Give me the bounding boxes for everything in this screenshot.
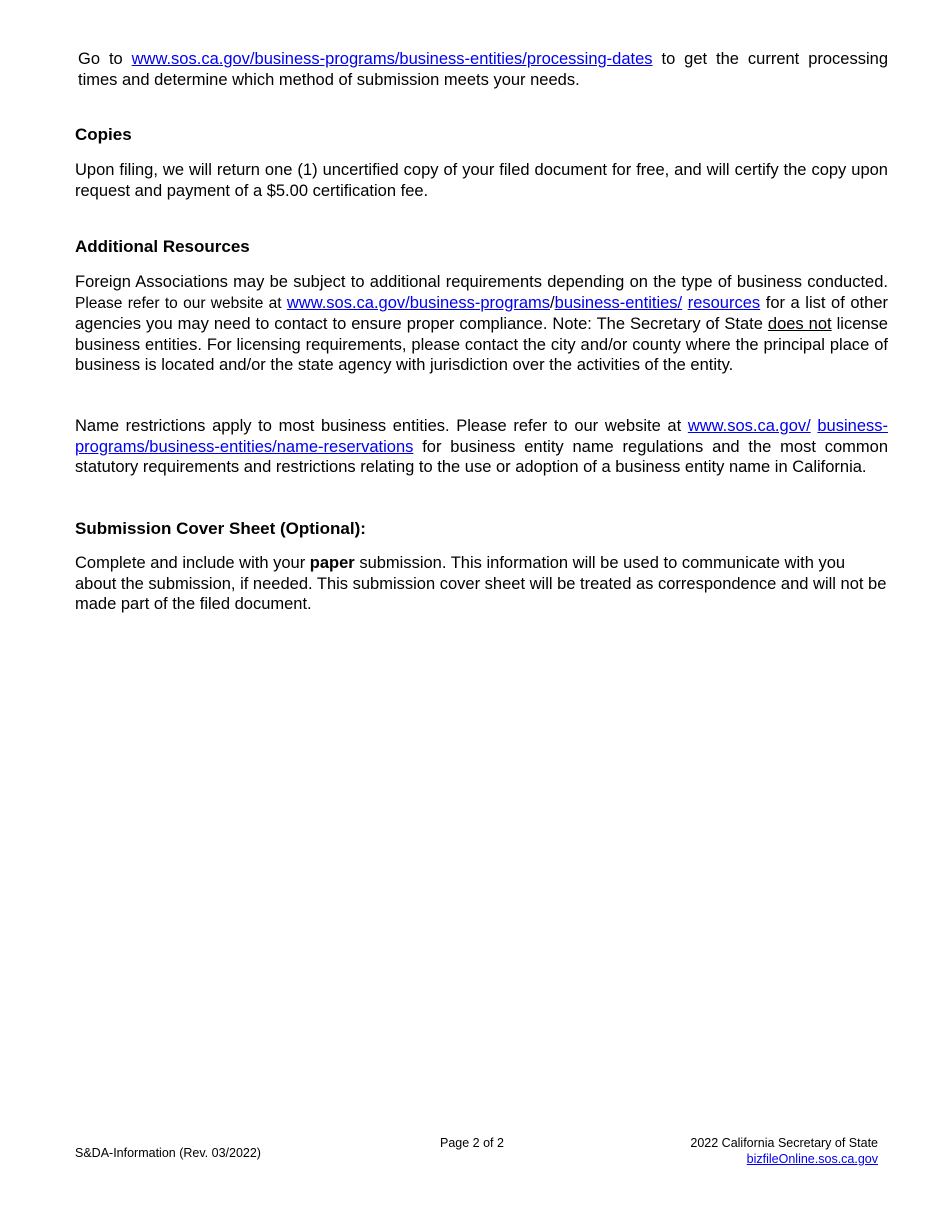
resources-text-3: for a list of other agencies you may need to contact to ensure proper compliance. Note: The Secretary of State bbox=[75, 293, 888, 334]
bizfile-link[interactable]: bizfileOnline.sos.ca.gov bbox=[746, 1152, 878, 1166]
intro-text-before: Go to bbox=[78, 50, 132, 68]
cover-text-1: Complete and include with your bbox=[75, 554, 310, 572]
name-reservations-link[interactable]: business-programs/business-entities/name-reservations bbox=[75, 417, 888, 456]
resources-text-1: Foreign Associations may be subject to additional requirements depending on the type of business conducted. bbox=[75, 273, 888, 291]
resources-link[interactable]: resources bbox=[687, 293, 761, 312]
copies-paragraph: Upon filing, we will return one (1) uncertified copy of your filed document for free, and will certify the copy upon request and payment of a $5.00 certification fee. bbox=[75, 161, 888, 200]
intro-paragraph bbox=[78, 49, 888, 90]
name-restrictions-paragraph bbox=[75, 416, 888, 478]
page-number: Page 2 of 2 bbox=[440, 1136, 504, 1150]
copyright-text: 2022 California Secretary of State bbox=[690, 1136, 878, 1150]
does-not-underlined: does not bbox=[767, 315, 832, 334]
additional-resources-paragraph bbox=[75, 272, 888, 376]
business-programs-link[interactable]: www.sos.ca.gov/business-programs bbox=[286, 293, 551, 312]
cover-sheet-heading: Submission Cover Sheet (Optional): bbox=[75, 519, 366, 538]
paper-bold: paper bbox=[309, 554, 355, 572]
business-entities-link[interactable]: business-entities/ bbox=[554, 293, 683, 312]
sos-site-link[interactable]: www.sos.ca.gov/ bbox=[687, 417, 811, 435]
resources-text-4: license business entities. For licensing requirements, please contact the city and/or county where the principal place of business is located and/or the state agency with jurisdiction over the activities of the entity. bbox=[75, 315, 888, 375]
resources-slash: / bbox=[550, 293, 555, 312]
resources-text-2: Please refer to our website at bbox=[75, 294, 287, 312]
processing-dates-link[interactable]: www.sos.ca.gov/business-programs/business-entities/processing-dates bbox=[131, 50, 653, 68]
form-id: S&DA-Information (Rev. 03/2022) bbox=[75, 1146, 261, 1160]
additional-resources-heading: Additional Resources bbox=[75, 237, 250, 256]
name-text-1: Name restrictions apply to most business entities. Please refer to our website at bbox=[75, 417, 688, 435]
copies-heading: Copies bbox=[75, 125, 132, 144]
cover-sheet-paragraph bbox=[75, 553, 888, 615]
intro-text-after: to get the current processing times and determine which method of submission meets your needs. bbox=[78, 50, 888, 89]
name-text-2: for business entity name regulations and the most common statutory requirements and restrictions relating to the use or adoption of a business entity name in California. bbox=[75, 437, 888, 477]
cover-text-2: submission. This information will be used to communicate with you about the submission, if needed. This submission cover sheet will be treated as correspondence and will not be made part of the filed document. bbox=[75, 554, 887, 614]
footer-right bbox=[690, 1135, 878, 1167]
